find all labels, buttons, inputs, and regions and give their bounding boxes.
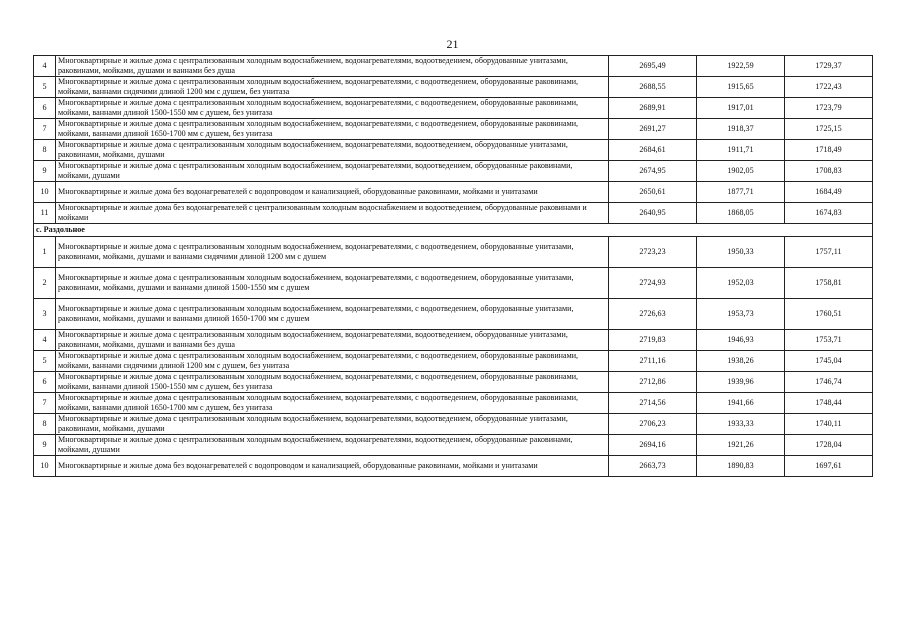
- table-row: [34, 456, 873, 477]
- table-row: [34, 393, 873, 414]
- row-value-2: 1921,26: [697, 435, 785, 456]
- row-description: Многоквартирные и жилые дома с централизованным холодным водоснабжением, водонагревателями, с водоотведением, оборудованные раковинами, мойками, ваннами сидячими длиной 1200 мм с душем, без унитаза: [56, 351, 609, 372]
- row-number: 4: [34, 330, 56, 351]
- row-description: Многоквартирные и жилые дома с централизованным холодным водоснабжением, водонагревателями, с водоотведением, оборудованные раковинами, мойками, ваннами длиной 1500-1550 мм с душем, без унитаза: [56, 372, 609, 393]
- table-row: [34, 77, 873, 98]
- row-value-3: 1684,49: [785, 182, 873, 203]
- row-value-2: 1941,66: [697, 393, 785, 414]
- table-body-top: [34, 56, 873, 224]
- row-value-2: 1868,05: [697, 203, 785, 224]
- table-row: [34, 161, 873, 182]
- section-title: с. Раздольное: [34, 224, 873, 237]
- row-description: Многоквартирные и жилые дома с централизованным холодным водоснабжением, водонагревателями, с водоотведением, оборудованные унитазами, раковинами, мойками, душами и ваннами сидячими длиной 1200 мм с душем: [56, 237, 609, 268]
- row-number: 7: [34, 119, 56, 140]
- row-value-2: 1938,26: [697, 351, 785, 372]
- row-value-3: 1760,51: [785, 299, 873, 330]
- row-value-3: 1740,11: [785, 414, 873, 435]
- row-value-1: 2663,73: [609, 456, 697, 477]
- row-value-2: 1915,65: [697, 77, 785, 98]
- row-value-3: 1729,37: [785, 56, 873, 77]
- row-value-3: 1674,83: [785, 203, 873, 224]
- row-number: 9: [34, 435, 56, 456]
- table-row: [34, 182, 873, 203]
- table-row: [34, 268, 873, 299]
- row-value-3: 1723,79: [785, 98, 873, 119]
- table-row: [34, 98, 873, 119]
- row-value-2: 1917,01: [697, 98, 785, 119]
- table-row: [34, 330, 873, 351]
- table-row: [34, 435, 873, 456]
- table-row: [34, 351, 873, 372]
- row-value-2: 1918,37: [697, 119, 785, 140]
- row-value-3: 1708,83: [785, 161, 873, 182]
- row-value-3: 1758,81: [785, 268, 873, 299]
- row-number: 3: [34, 299, 56, 330]
- row-value-2: 1950,33: [697, 237, 785, 268]
- row-value-2: 1952,03: [697, 268, 785, 299]
- row-description: Многоквартирные и жилые дома с централизованным холодным водоснабжением, водонагревателями, с водоотведением, оборудованные раковинами, мойками, ваннами длиной 1650-1700 мм с душем, без унитаза: [56, 119, 609, 140]
- row-value-3: 1746,74: [785, 372, 873, 393]
- row-description: Многоквартирные и жилые дома без водонагревателей с водопроводом и канализацией, оборудованные раковинами, мойками и унитазами: [56, 182, 609, 203]
- row-description: Многоквартирные и жилые дома с централизованным холодным водоснабжением, водонагревателями, с водоотведением, оборудованные раковинами, мойками, ваннами сидячими длиной 1200 мм с душем, без унитаза: [56, 77, 609, 98]
- page-number: 21: [446, 37, 459, 51]
- row-value-1: 2691,27: [609, 119, 697, 140]
- table-row: [34, 140, 873, 161]
- row-description: Многоквартирные и жилые дома с централизованным холодным водоснабжением, водонагревателями, с водоотведением, оборудованные раковинами, мойками, ваннами длиной 1500-1550 мм с душем, без унитаза: [56, 98, 609, 119]
- row-description: Многоквартирные и жилые дома с централизованным холодным водоснабжением, водонагревателями, водоотведением, оборудованные унитазами, раковинами, мойками, душами и ваннами без душа: [56, 330, 609, 351]
- row-value-1: 2684,61: [609, 140, 697, 161]
- row-number: 8: [34, 414, 56, 435]
- row-description: Многоквартирные и жилые дома без водонагревателей с централизованным холодным водоснабжением и водоотведением, оборудованные раковинами и мойками: [56, 203, 609, 224]
- row-value-3: 1725,15: [785, 119, 873, 140]
- row-value-1: 2711,16: [609, 351, 697, 372]
- table-row: [34, 56, 873, 77]
- row-description: Многоквартирные и жилые дома с централизованным холодным водоснабжением, водонагревателями, с водоотведением, оборудованные раковинами, мойками, ваннами длиной 1650-1700 мм с душем, без унитаза: [56, 393, 609, 414]
- row-value-1: 2712,86: [609, 372, 697, 393]
- row-number: 10: [34, 182, 56, 203]
- table-row: [34, 203, 873, 224]
- row-value-3: 1718,49: [785, 140, 873, 161]
- row-description: Многоквартирные и жилые дома с централизованным холодным водоснабжением, водонагревателями, водоотведением, оборудованные раковинами, мойками, душами: [56, 161, 609, 182]
- row-value-3: 1753,71: [785, 330, 873, 351]
- row-description: Многоквартирные и жилые дома с централизованным холодным водоснабжением, водонагревателями, водоотведением, оборудованные унитазами, раковинами, мойками, душами и ваннами без душа: [56, 56, 609, 77]
- row-value-3: 1757,11: [785, 237, 873, 268]
- row-value-2: 1902,05: [697, 161, 785, 182]
- tariff-table: [33, 55, 873, 477]
- row-value-1: 2694,16: [609, 435, 697, 456]
- row-number: 6: [34, 98, 56, 119]
- row-description: Многоквартирные и жилые дома с централизованным холодным водоснабжением, водонагревателями, с водоотведением, оборудованные унитазами, раковинами, мойками, душами и ваннами длиной 1650-1700 мм с душем: [56, 299, 609, 330]
- row-number: 11: [34, 203, 56, 224]
- row-number: 8: [34, 140, 56, 161]
- row-value-2: 1890,83: [697, 456, 785, 477]
- row-value-2: 1953,73: [697, 299, 785, 330]
- table-row: [34, 372, 873, 393]
- row-value-1: 2674,95: [609, 161, 697, 182]
- row-description: Многоквартирные и жилые дома без водонагревателей с водопроводом и канализацией, оборудованные раковинами, мойками и унитазами: [56, 456, 609, 477]
- table-section: [34, 224, 873, 237]
- row-value-3: 1697,61: [785, 456, 873, 477]
- row-value-3: 1748,44: [785, 393, 873, 414]
- row-value-3: 1722,43: [785, 77, 873, 98]
- row-value-1: 2726,63: [609, 299, 697, 330]
- row-number: 6: [34, 372, 56, 393]
- row-value-1: 2706,23: [609, 414, 697, 435]
- row-value-1: 2724,93: [609, 268, 697, 299]
- row-number: 1: [34, 237, 56, 268]
- row-value-1: 2688,55: [609, 77, 697, 98]
- row-value-1: 2650,61: [609, 182, 697, 203]
- row-value-1: 2640,95: [609, 203, 697, 224]
- row-value-1: 2723,23: [609, 237, 697, 268]
- row-value-3: 1728,04: [785, 435, 873, 456]
- row-description: Многоквартирные и жилые дома с централизованным холодным водоснабжением, водонагревателями, с водоотведением, оборудованные унитазами, раковинами, мойками, душами и ваннами длиной 1500-1550 мм с душем: [56, 268, 609, 299]
- row-number: 5: [34, 77, 56, 98]
- table-row: [34, 237, 873, 268]
- row-description: Многоквартирные и жилые дома с централизованным холодным водоснабжением, водонагревателями, водоотведением, оборудованные унитазами, раковинами, мойками, душами: [56, 140, 609, 161]
- row-value-1: 2714,56: [609, 393, 697, 414]
- row-value-1: 2689,91: [609, 98, 697, 119]
- row-number: 10: [34, 456, 56, 477]
- row-number: 4: [34, 56, 56, 77]
- row-description: Многоквартирные и жилые дома с централизованным холодным водоснабжением, водонагревателями, водоотведением, оборудованные унитазами, раковинами, мойками, душами: [56, 414, 609, 435]
- row-number: 9: [34, 161, 56, 182]
- table-body-bottom: [34, 237, 873, 477]
- row-description: Многоквартирные и жилые дома с централизованным холодным водоснабжением, водонагревателями, водоотведением, оборудованные раковинами, мойками, душами: [56, 435, 609, 456]
- row-value-2: 1922,59: [697, 56, 785, 77]
- row-value-1: 2719,83: [609, 330, 697, 351]
- row-number: 5: [34, 351, 56, 372]
- row-value-2: 1946,93: [697, 330, 785, 351]
- row-value-3: 1745,04: [785, 351, 873, 372]
- row-value-2: 1911,71: [697, 140, 785, 161]
- row-value-2: 1939,96: [697, 372, 785, 393]
- row-number: 7: [34, 393, 56, 414]
- table-row: [34, 119, 873, 140]
- row-number: 2: [34, 268, 56, 299]
- table-row: [34, 414, 873, 435]
- table-row: [34, 299, 873, 330]
- row-value-2: 1933,33: [697, 414, 785, 435]
- row-value-2: 1877,71: [697, 182, 785, 203]
- row-value-1: 2695,49: [609, 56, 697, 77]
